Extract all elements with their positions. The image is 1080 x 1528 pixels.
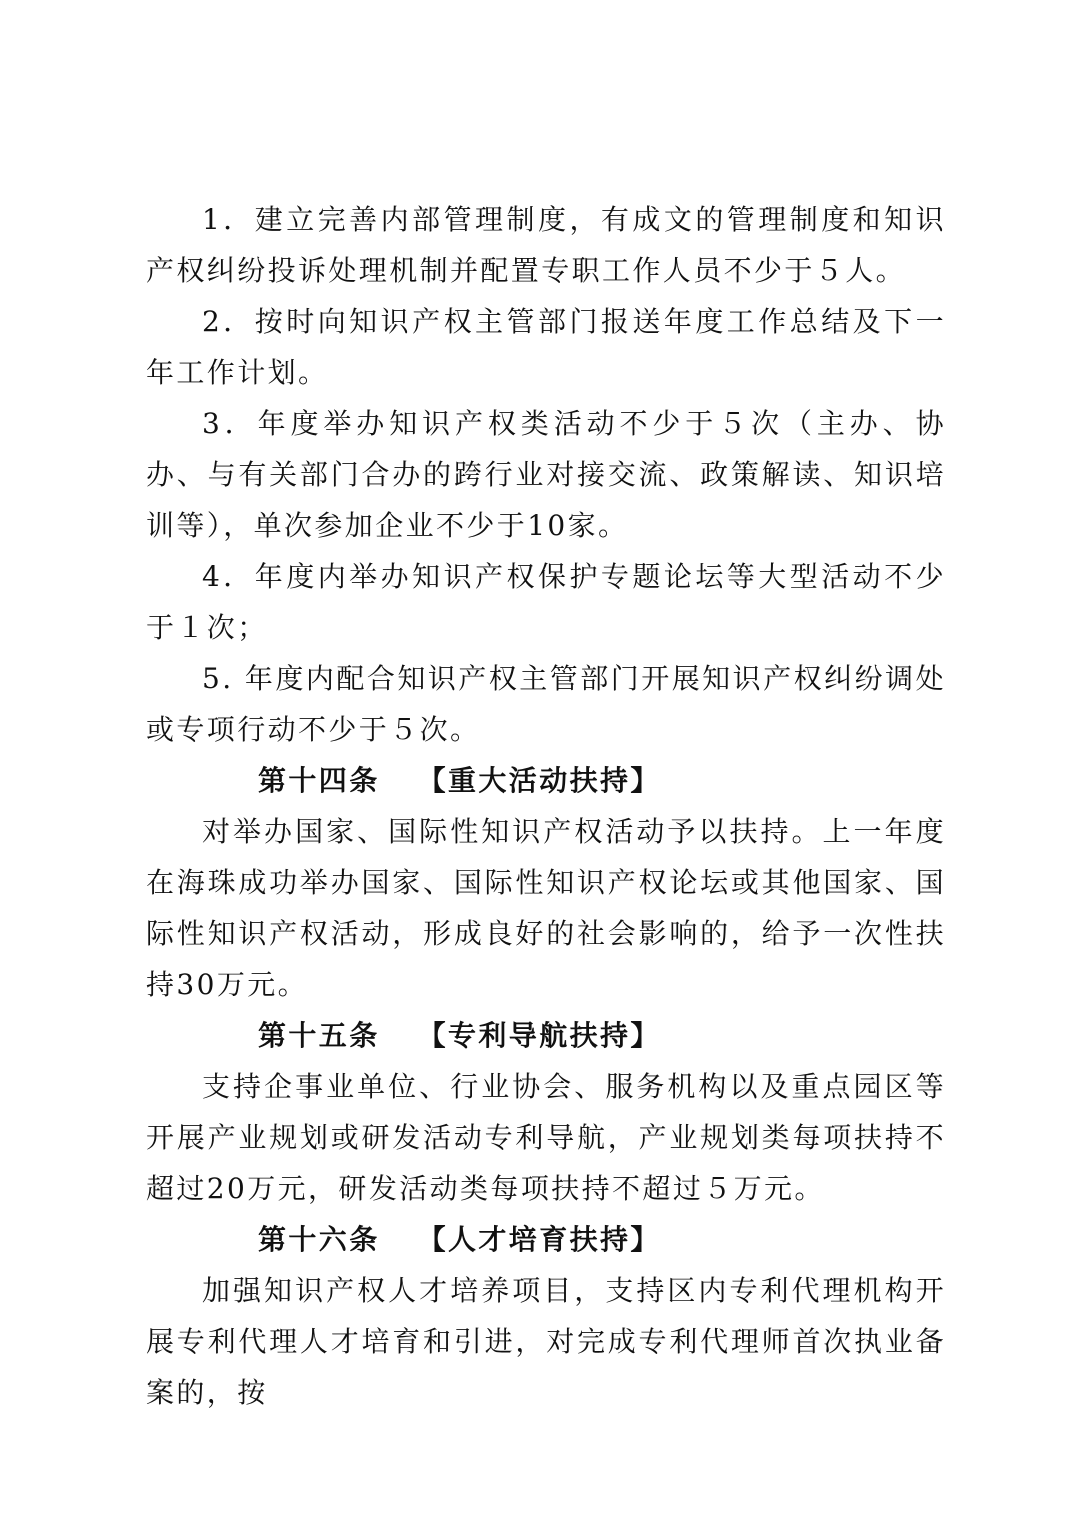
requirement-item-4: 4．年度内举办知识产权保护专题论坛等大型活动不少于１次； [146, 560, 946, 644]
article-14-body: 对举办国家、国际性知识产权活动予以扶持。上一年度在海珠成功举办国家、国际性知识产权论坛或其他国家、国际性知识产权活动，形成良好的社会影响的，给予一次性扶持30万元。 [146, 815, 946, 1001]
requirement-item-3: 3．年度举办知识产权类活动不少于５次（主办、协办、与有关部门合办的跨行业对接交流、政策解读、知识培训等），单次参加企业不少于10家。 [146, 407, 946, 542]
article-number: 第十六条 [258, 1223, 380, 1256]
article-number: 第十五条 [258, 1019, 380, 1052]
requirement-item-5: 5. 年度内配合知识产权主管部门开展知识产权纠纷调处或专项行动不少于５次。 [146, 662, 946, 746]
article-16-body: 加强知识产权人才培养项目，支持区内专利代理机构开展专利代理人才培育和引进，对完成专利代理师首次执业备案的，按 [146, 1274, 946, 1409]
article-15-heading [146, 1010, 946, 1061]
article-14-heading [146, 755, 946, 806]
article-title: 【专利导航扶持】 [417, 1019, 661, 1052]
document-page [146, 194, 946, 1418]
article-number: 第十四条 [258, 764, 380, 797]
article-title: 【重大活动扶持】 [417, 764, 661, 797]
requirement-item-1: 1．建立完善内部管理制度，有成文的管理制度和知识产权纠纷投诉处理机制并配置专职工作人员不少于５人。 [146, 203, 946, 287]
article-title: 【人才培育扶持】 [417, 1223, 661, 1256]
article-16-heading [146, 1214, 946, 1265]
article-15-body: 支持企事业单位、行业协会、服务机构以及重点园区等开展产业规划或研发活动专利导航，产业规划类每项扶持不超过20万元，研发活动类每项扶持不超过５万元。 [146, 1070, 946, 1205]
requirement-item-2: 2．按时向知识产权主管部门报送年度工作总结及下一年工作计划。 [146, 305, 946, 389]
